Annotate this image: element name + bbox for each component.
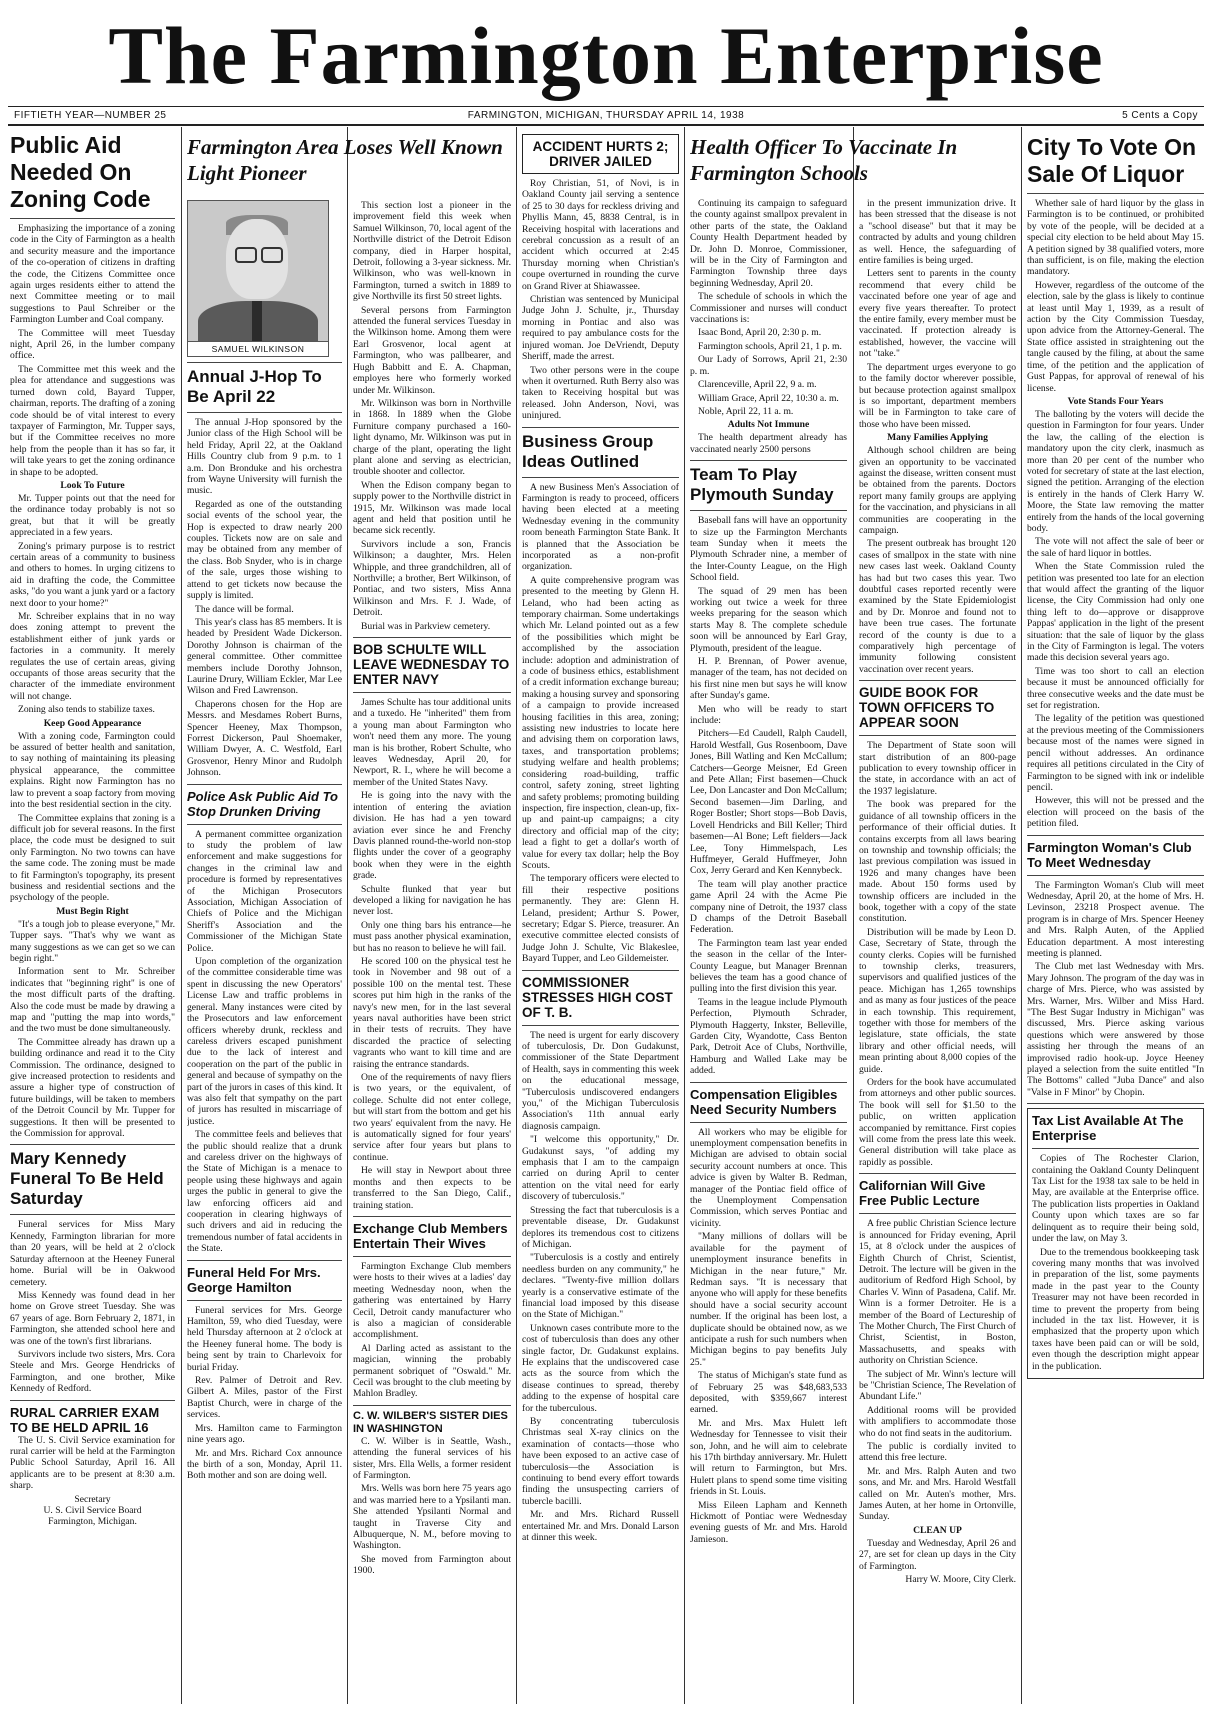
headline-plymouth: Team To Play Plymouth Sunday [690,465,834,505]
paragraph: Schulte flunked that year but developed a liking for navigation he has never lost. [353,883,511,918]
signature: Secretary [74,1493,111,1505]
paragraph: Stressing the fact that tuberculosis is a preventable disease, Dr. Gudakunst deplores its tremendous cost to citizens of Michigan. [522,1204,679,1250]
article-vaccinate-right [859,198,1016,675]
masthead-rule-bottom [8,124,1204,126]
headline-pioneer: Farmington Area Loses Well Known Light Pioneer [187,135,503,185]
article-police [187,789,342,1255]
paragraph: Unknown cases contribute more to the cost of tuberculosis than does any other single factor, Dr. Gudakunst explains. He explains that the undiscovered case acts as the source from which the disease continues to spread, thereby adding to the expense of hospital care for the tuberculous. [522,1322,679,1414]
paragraph: The Committee already has drawn up a building ordinance and read it to the City Commission. The ordinance, designed to give increased protection to residents and assure a higher type of construction of future buildings, will be taken to members of the Detroit Council by Mr. Tupper for suggestions. It then will be presented to the Commission for approval. [10,1036,175,1140]
paragraph: Chaperons chosen for the Hop are Messrs. and Mesdames Robert Burns, Spencer Heeney, Max Thompson, Forrest Dickerson, Paul Shoemaker, William Dwyer, A. C. Westfold, Earl Grosvenor, Henry Minor and Rudolph Johnson. [187,698,342,779]
headline-schulte: BOB SCHULTE WILL LEAVE WEDNESDAY TO ENTER NAVY [353,642,510,688]
article-hamilton [187,1265,342,1482]
paragraph: The Farmington Woman's Club will meet Wednesday, April 20, at the home of Mrs. H. Levinson, 23218 Prospect avenue. The program is in charge of Mrs. Spencer Heeney and Mrs. Ralph Auten, of the Applied Education department. A most interesting meeting is planned. [1027,879,1204,959]
signature: Harry W. Moore, City Clerk. [905,1574,1016,1586]
article-business-group [522,432,679,965]
subhead: Keep Good Appearance [43,717,142,729]
schedule-item: Farmington schools, April 21, 1 p. m. [698,340,842,352]
paragraph: Funeral services for Miss Mary Kennedy, Farmington librarian for more than 20 years, will be held at 2 o'clock Saturday afternoon at the Heeney Funeral home. Burial will be in Oakwood cemetery. [10,1219,175,1288]
paragraph: A free public Christian Science lecture is announced for Friday evening, April 15, at 8 o'clock under the auspices of Eighth Church of Christ, Scientist, Detroit. The lecture will be given in the auditorium of Redford High School, by Charles V. Winn of Pasadena, Calif. Mr. Winn is a former Detroiter. He is a member of the Board of Lectureship of The Mother Church, The First Church of Christ, Scientist, in Boston, Massachusetts, and speaks with authority on Christian Science. [859,1218,1016,1367]
paragraph: James Schulte has tour additional units and a tuxedo. He "inherited" them from a young man about Farmington who won't need them any more. The young man is his brother, Robert Schulte, who leaves Wednesday, April 20, for Newport, R. I., where he will become a member of the United States Navy. [353,697,511,788]
headline-liquor: City To Vote On Sale Of Liquor [1027,134,1197,187]
paragraph: "It's a tough job to please everyone," Mr. Tupper says. "That's why we want as many suggestions as we can get so we can begin right." [10,918,175,964]
column-3 [353,200,511,1704]
paragraph: All workers who may be eligible for unemployment compensation benefits in Michigan are advised to obtain social security account numbers at once. This advice is given by Walter B. Redman, manager of the Pontiac field office of the Unemployment Compensation Commission, which serves Pontiac and vicinity. [690,1126,847,1229]
paragraph: However, regardless of the outcome of the election, sale by the glass is likely to continue at least until May 1, 1939, as a result of action by the City Commission Tuesday, upon advice from the Attorney-General. The State office assisted in straightening out the tangle caused by the filing, at about the same time, of the petition and the application of Gust Pappas, for approval of renewal of his license. [1027,279,1204,394]
paragraph: Letters sent to parents in the county recommend that every child be vaccinated before one year of age and every five years thereafter. To protect the entire family, every member must be vaccinated. If protection already is established, however, the vaccine will not "take." [859,268,1016,360]
paragraph: Burial was in Parkview cemetery. [361,620,491,632]
article-jhop [187,367,342,779]
subhead: Vote Stands Four Years [1067,395,1164,407]
subhead: Must Begin Right [56,905,129,917]
paragraph: A new Business Men's Association of Farmington is ready to proceed, officers having been elected at a meeting Wednesday evening in the community room beneath Farmington State Bank. It is planned that the Association be incorporated as a non-profit organization. [522,481,679,573]
article-lecture [859,1178,1016,1585]
column-5 [690,198,847,1704]
article-accident [522,134,679,422]
schedule-item: Our Lady of Sorrows, April 21, 2:30 p. m. [690,354,847,377]
headline-tax-list: Tax List Available At The Enterprise [1032,1113,1184,1144]
paragraph: Funeral services for Mrs. George Hamilton, 59, who died Tuesday, were held Thursday afternoon at 2 o'clock at the Heeney funeral home. The body is being sent by train to Charlevoix for burial Friday. [187,1304,342,1373]
subhead: Adults Not Immune [727,419,810,431]
paragraph: He will stay in Newport about three months and then expects to be transferred to the San Diego, Calif., training station. [353,1165,511,1211]
article-schulte [353,642,511,1211]
paragraph: The status of Michigan's state fund as of February 25 was $48,683,533 deposited, with $359,667 interest earned. [690,1370,847,1416]
article-wilber [353,1410,511,1577]
pioneer-headline-block [187,134,509,194]
paragraph: The balloting by the voters will decide the question in Farmington for four years. Under the law, the calling of the election is mandatory upon the city clerk, inasmuch as more than 20 per cent of the number who voted for secretary of state at the last election, signed the petition. Arranging of the election is entirely in the hands of Clerk Harry W. Moore, the State law removing the matter entirely from the hands of the local governing body. [1027,408,1204,534]
headline-jhop: Annual J-Hop To Be April 22 [187,367,322,406]
subhead-cleanup: CLEAN UP [913,1524,962,1536]
paragraph: Mrs. Wells was born here 75 years ago and was married here to a Ypsilanti man. She attended Ypsilanti Normal and taught in Traverse City and Albuquerque, N. M., before moving to Washington. [353,1483,511,1552]
newspaper-masthead: The Farmington Enterprise [108,10,1104,101]
paragraph: Mr. and Mrs. Ralph Auten and two sons, and Mr. and Mrs. Harold Westfall called on Mr. Auten's mother, Mrs. James Auten, at her home in Ortonville, Sunday. [859,1465,1016,1523]
article-guide-book [859,685,1016,1168]
paragraph: Mr. and Mrs. Max Hulett left Wednesday for Tennessee to visit their son, John, and he will aim to celebrate his 17th birthday anniversary. Mr. Hulett will return to Farmington, but Mrs. Hulett plans to spend some time visiting friends in St. Louis. [690,1417,847,1498]
headline-police: Police Ask Public Aid To Stop Drunken Driving [187,788,338,819]
paragraph: Although school children are being given an opportunity to be vaccinated against the disease, written consent must be obtained from the parents. Doctors report many family groups are applying for the vaccination, and physicians in all communities are cooperating in the campaign. [859,445,1016,536]
paragraph: The present outbreak has brought 120 cases of smallpox in the state with nine new cases last week. Oakland County has had but two cases this year. Two doubtful cases reported recently were examined by the State Epidemiologist and by Dr. Monroe and found not to have been true cases. The fortunate record of the county is due to a comparatively high percentage of immunity following consistent vaccination over recent years. [859,538,1016,675]
paragraph: "Tuberculosis is a costly and entirely needless burden on any community," he declares. "Twenty-five million dollars yearly is a conservative estimate of the financial load imposed by this disease on the State of Michigan." [522,1252,679,1321]
price: 5 Cents a Copy [1122,110,1198,121]
paragraph: Regarded as one of the outstanding social events of the school year, the Hop is expected to draw nearly 200 couples. Tickets now are on sale and may be obtained from any member of the class. Bob Snyder, who is in charge of the sale, urges those wishing to attend to get tickets now because the supply is limited. [187,498,342,602]
paragraph: The Club met last Wednesday with Mrs. Mary Johnson. The program of the day was in charge of Mrs. Pierce, who was assisted by Mrs. Warner, Mrs. Wilber and Miss Hard. "The Best Sugar Industry in Michigan" was discussed, Mrs. Pierce asking various questions which were answered by those assisting her through the means of an improvised radio hook-up. Joyce Heeney played a selection from the suite entitled "In The Bottoms" called "Juba Dance" and also "Valse in F Minor" by Chopin. [1027,961,1204,1098]
paragraph: Teams in the league include Plymouth Perfection, Plymouth Schrader, Plymouth Haggerty, Inkster, Belleville, Garden City, Wyandotte, Cass Benton Park, Detroit Ace of Clubs, Northville, Hamburg and Walled Lake may be added. [690,996,847,1077]
headline-guide-book: GUIDE BOOK FOR TOWN OFFICERS TO APPEAR SOON [859,685,995,731]
headline-tb: COMMISSIONER STRESSES HIGH COST OF T. B. [522,974,673,1020]
paragraph: Additional rooms will be provided with amplifiers to accommodate those who do not find seats in the auditorium. [859,1404,1016,1439]
paragraph: The temporary officers were elected to fill their respective positions permanently. They are: Glenn H. Leland, president; Arthur S. Power, secretary; Edgar S. Pierce, treasurer. An executive committee elected consists of Judge John J. Schulte, Vic Blakeslee, Bayard Tupper, and Leo Gildemeister. [522,873,679,965]
schedule-item: Isaac Bond, April 20, 2:30 p. m. [698,327,822,339]
article-tax-list [1027,1108,1204,1379]
portrait-photo [187,200,329,342]
paragraph: He is going into the navy with the intention of entering the aviation division. He has had a yen toward aviation ever since he and Frenchy Davis planned round-the-world non-stop flights under the cover of a geography book when they were in the eighth grade. [353,790,511,882]
paragraph: The subject of Mr. Winn's lecture will be "Christian Science, The Revelation of Abundant Life." [859,1368,1016,1403]
paragraph: The public is cordially invited to attend this free lecture. [859,1441,1016,1464]
paragraph: However, this will not be pressed and the election will proceed on the basis of the petition filed. [1027,795,1204,830]
column-rule [516,127,517,1704]
paragraph: Miss Kennedy was found dead in her home on Grove street Tuesday. She was 67 years of age. Born February 2, 1871, in Farmington, she attended school here and was one of the town's first librarians. [10,1289,175,1347]
column-2 [187,200,342,1704]
column-rule [181,127,182,1704]
paragraph: The Department of State soon will start distribution of an 800-page publication to every township officer in the state, in accordance with an act of the 1937 legislature. [859,740,1016,797]
paragraph: When the State Commission ruled the petition was presented too late for an election that would affect the granting of the liquor license, the City Commission had only one thing left to do—approve or disapprove Pappas' application in the light of the present situation: that the sale of liquor by the glass in the City of Farmington is legal. The voters made this decision several years ago. [1027,561,1204,664]
headline-lecture: Californian Will Give Free Public Lecture [859,1178,986,1209]
article-compensation [690,1087,847,1546]
headline-accident: ACCIDENT HURTS 2; DRIVER JAILED [532,139,669,169]
article-vaccinate-left [690,198,847,455]
paragraph: A permanent committee organization to study the problem of law enforcement and make suggestions for changes in the criminal law and procedure is formed by representatives of the Michigan Prosecutors Association, Michigan Association of Chiefs of Police and the Michigan Sheriff's Association and the Commissioner of the Michigan State Police. [187,828,342,954]
paragraph: He scored 100 on the physical test he took in November and 98 out of a possible 100 on the mental test. These scores put him high in the ranks of the navy's new men, for in the last several years naval authorities have been strict in their tests of recruits. They have discarded the practice of selecting vagrants who want to kill time and are raising the entrance standards. [353,955,511,1070]
column-rule [684,127,685,1704]
paragraph: The need is urgent for early discovery of tuberculosis, Dr. Don Gudakunst, commissioner of the State Department of Health, says in commenting this week on the educational message, "Tuberculosis undiscovered endangers you," of the Michigan Tuberculosis Association's 11th annual early diagnosis campaign. [522,1029,679,1132]
paragraph: This year's class has 85 members. It is headed by President Wade Dickerson. Dorothy Johnson is chairman of the general committee. Other committee members include Dorothy Johnson, Laurine Drury, William Eckler, Mar Lee Wilson and Fred Lawrenson. [187,616,342,697]
article-pioneer-body [353,200,511,632]
paragraph: Zoning also tends to stabilize taxes. [18,704,155,716]
paragraph: The book was prepared for the guidance of all township officers in the performance of their official duties. It contains excerpts from all laws bearing on township and township officials; the last previous compilation was issued in 1926 and many changes have been made. About 150 forms used by township officers are included in the book, together with a copy of the state constitution. [859,799,1016,925]
paragraph: She moved from Farmington about 1900. [353,1553,511,1577]
article-womans-club [1027,840,1204,1099]
signature: U. S. Civil Service Board [43,1505,142,1516]
paragraph: With a zoning code, Farmington could be assured of better health and sanitation, to say nothing of maintaining its pleasing physical appearance, the committee explains. Right now Farmington has no law to prevent a soap factory from moving into the best residential section in the city. [10,730,175,811]
paragraph: Orders for the book have accumulated from attorneys and other public sources. The book will sell for $1.50 to the public, on written application accompanied by remittance. First copies will come from the press late this week. General distribution will take place as rapidly as possible. [859,1077,1016,1168]
article-carrier-exam [10,1405,175,1528]
paragraph: Upon completion of the organization of the committee considerable time was spent in discussing the new Operators' License Law and traffic problems in general. Many instances were cited by the Prosecutors and law enforcement officers whereby drunk, reckless and careless drivers escaped punishment due to the lack of interest and cooperation on the part of the public in general and because of sympathy on the part of the jurors in cases of this kind. It was also felt that sympathy on the part of jurors has resulted in miscarriage of justice. [187,956,342,1127]
paragraph: The schedule of schools in which the Commissioner and nurses will conduct vaccinations is: [690,291,847,326]
schedule-item: Noble, April 22, 11 a. m. [698,405,794,417]
paragraph: Continuing its campaign to safeguard the county against smallpox prevalent in other parts of the state, the Oakland County Health Department headed by Dr. John D. Monroe, Commissioner, will be in the City of Farmington and Farmington Township three days beginning Wednesday, April 20. [690,198,847,289]
paragraph: The Committee will meet Tuesday night, April 26, in the lumber company office. [10,327,175,362]
paragraph: Mr. and Mrs. Richard Russell entertained Mr. and Mrs. Donald Larson at dinner this week. [522,1509,679,1544]
headline-exchange-club: Exchange Club Members Entertain Their Wives [353,1220,508,1251]
paragraph: By concentrating tuberculosis Christmas seal X-ray clinics on the examination of contacts—those who have been exposed to an active case of tuberculosis—the Association is continuing to bend every effort towards finding the unsuspecting carriers of tubercle bacilli. [522,1416,679,1507]
paragraph: Tuesday and Wednesday, April 26 and 27, are set for clean up days in the City of Farmington. [859,1537,1016,1572]
headline-business-group: Business Group Ideas Outlined [522,431,654,471]
headline-hamilton: Funeral Held For Mrs. George Hamilton [187,1264,321,1295]
paragraph: The legality of the petition was questioned at the previous meeting of the Commissioners because most of the names were signed in pencil without addresses. An ordinance requires all petitions circulated in the City of Farmington to be signed with ink or indelible pencil. [1027,713,1204,793]
paragraph: Copies of The Rochester Clarion, containing the Oakland County Delinquent Tax List for the 1938 tax sale to be held in May, are available at the Enterprise office. The publication lists properties in Oakland County upon which taxes are so far delinquent as to require their being sold, under the law, on May 3. [1032,1153,1199,1245]
headline-accident-box [522,134,679,174]
paragraph: Zoning's primary purpose is to restrict certain areas of a community to business and others to homes. In urging citizens to aid in drafting the code, the Committee asks, "do you want a junk yard or a factory next door to your home?" [10,540,175,609]
paragraph: The health department already has vaccinated nearly 2500 persons [690,432,847,455]
paragraph: Two other persons were in the coupe when it overturned. Ruth Berry also was taken to Receiving hospital but was released. John Anderson, Novi, was uninjured. [522,364,679,422]
schedule-item: Clarenceville, April 22, 9 a. m. [698,379,817,391]
dateline: FARMINGTON, MICHIGAN, THURSDAY APRIL 14, 1938 [467,110,745,121]
paragraph: A quite comprehensive program was presented to the meeting by Glenn H. Leland, who had been acting as temporary chairman. Some undertakings which Mr. Leland pointed out as a few of the possibilities which might be accomplished by the association include: adoption and administration of a code of business ethics, establishment of a credit information exchange bureau; making a housing survey and sponsoring of a campaign to provide increased housing facilities in this area, zoning; assisting new industries to locate here and advising them on corporation laws, taxes, and transportation problems; studying welfare and health problems; considering road-building, traffic control, safety zoning, street lighting and safety problems; promoting building inspection, fire inspection, clean-up, fix-up and paint-up campaigns; a city directory and official map of the city; lead a fight to get a dollar's worth of value for every tax dollar; help the Boy Scouts. [522,574,679,871]
paragraph: "Many millions of dollars will be available for the payment of unemployment insurance benefits in Michigan in the near future," Mr. Redman says. "It is necessary that anyone who will apply for these benefits should have a social security account number. If the original has been lost, a duplicate should be obtained now, as we anticipate a rush for such numbers when Michigan begins to pay benefits July 25." [690,1231,847,1368]
paragraph: Distribution will be made by Leon D. Case, Secretary of State, through the county clerks. Copies will be furnished to township clerks, treasurers, supervisors and qualified justices of the peace. Michigan has 1,265 townships and as many as four justices of the peace in each township. This requirement, together with those for members of the legislature, state officials, the state library and other official needs, will mean printing about 8,000 copies of the guide. [859,926,1016,1075]
paragraph: Emphasizing the importance of a zoning code in the City of Farmington as a health and security measure and the importance of the co-operation of citizens in drafting the code, the Citizens Committee once again urges residents either to attend the next Committee meeting or to mail suggestions to Paul Schreiber or the Farmington Lumber and Coal company. [10,223,175,326]
paragraph: The team will play another practice game April 24 with the Acme Pie company nine of Detroit, the 1937 class D champs of the Detroit Baseball Federation. [690,878,847,936]
paragraph: The dance will be formal. [195,603,294,615]
column-rule [347,127,348,1704]
article-plymouth [690,465,847,1077]
paragraph: Farmington Exchange Club members were hosts to their wives at a ladies' day meeting Wednesday noon, when the gathering was entertained by Harry Cecil, Detroit candy manufacturer who is also a magician of considerable accomplishment. [353,1260,511,1341]
paragraph: Al Darling acted as assistant to the magician, winning the probably permanent sobriquet of "Oswald." Mr. Cecil was brought to the club meeting by Mahlon Bradley. [353,1342,511,1400]
headline-wilber: C. W. WILBER'S SISTER DIES IN WASHINGTON [353,1409,508,1435]
paragraph: in the present immunization drive. It has been stressed that the disease is not a "school disease" but that it may be contracted by adults and young children as well. Hence, the safeguarding of entire families is being urged. [859,198,1016,267]
column-4 [522,134,679,1704]
paragraph: Time was too short to call an election because it must be announced officially for three consecutive weeks and the date must be set for registration. [1027,665,1204,712]
headline-womans-club: Farmington Woman's Club To Meet Wednesday [1027,839,1192,870]
paragraph: Mr. Tupper points out that the need for the ordinance today probably is not so great, but that it will be greatly appreciated in a few years. [10,492,175,539]
column-6 [859,198,1016,1704]
paragraph: The committee feels and believes that the public should realize that a drunk and careless driver on the highways of the State of Michigan is a menace to people using these highways and again urges the public in general to give the law enforcing officers aid and cooperation in clearing highways of such drivers and aid in reducing the tremendous number of fatal accidents in the State. [187,1129,342,1255]
paragraph: The U. S. Civil Service examination for rural carrier will be held at the Farmington Public School Saturday, April 16. All applicants are to be present at 8:30 a.m. sharp. [10,1434,175,1492]
column-1 [10,132,175,1704]
headline-compensation: Compensation Eligibles Need Security Numbers [690,1086,838,1117]
paragraph: Mr. and Mrs. Richard Cox announce the birth of a son, Monday, April 11. Both mother and son are doing well. [187,1447,342,1482]
volume-number: FIFTIETH YEAR—NUMBER 25 [14,110,167,121]
headline-carrier-exam: RURAL CARRIER EXAM TO BE HELD APRIL 16 [10,1404,160,1435]
column-rule [853,127,854,1704]
subhead: Look To Future [60,479,125,491]
paragraph: Mr. Wilkinson was born in Northville in 1868. In 1889 when the Globe Furniture company purchased a 160-light dynamo, Mr. Wilkinson was put in charge of the plant, operating the light plant alone and serving as electrician, trouble shooter and collector. [353,397,511,478]
column-7 [1027,134,1204,1704]
article-tb [522,975,679,1544]
paragraph: This section lost a pioneer in the improvement field this week when Samuel Wilkinson, 70, local agent of the Northville district of the Detroit Edison company, died in Harper hospital, Detroit, following a 3-year sickness. Mr. Wilkinson, who was well-known in Farmington, turned a switch in 1889 to give Northville its first 50 street lights. [353,200,511,303]
paragraph: The annual J-Hop sponsored by the Junior class of the High School will be held Friday, April 22, at the Oakland Hills Country club from 9 p.m. to 1 a.m. Don Bronduke and his orchestra from Wayne University will furnish the music. [187,417,342,497]
headline-kennedy: Mary Kennedy Funeral To Be Held Saturday [10,1149,164,1209]
paragraph: The department urges everyone to go to the family doctor wherever possible, but because protection against smallpox is so important, department members will be in Farmington to take care of those who have been missed. [859,361,1016,430]
paragraph: Information sent to Mr. Schreiber indicates that "beginning right" is one of the most difficult parts of the drafting. Also the code must be made by drawing a map and "putting the map into words," and the two must be done simultaneously. [10,966,175,1035]
paragraph: The squad of 29 men has been working out twice a week for three weeks preparing for the season which starts May 8. The complete schedule soon will be announced by Earl Gray, Plymouth, president of the league. [690,585,847,654]
photo-caption: SAMUEL WILKINSON [187,342,329,357]
paragraph: Baseball fans will have an opportunity to size up the Farmington Merchants team Sunday when it meets the Plymouth Schrader nine, a member of the Inter-County League, on the High School field. [690,515,847,584]
paragraph: Rev. Palmer of Detroit and Rev. Gilbert A. Miles, pastor of the First Baptist Church, were in charge of the services. [187,1375,342,1421]
paragraph: The Committee explains that zoning is a difficult job for several reasons. In the first place, the code must be designed to suit only Farmington. No two towns can have the same code. The zoning must be made to fit Farmington's topography, its present business and residential sections and the psychology of the people. [10,812,175,904]
signature: Farmington, Michigan. [48,1516,137,1528]
subhead: Many Families Applying [887,432,988,444]
paragraph: Christian was sentenced by Municipal Judge John J. Schulte, jr., Thursday morning in Pontiac and also was required to pay ambulance costs for the injured woman. Joe DeVriendt, Deputy Sheriff, made the arrest. [522,294,679,363]
paragraph: Men who will be ready to start include: [690,703,847,727]
paragraph: Mr. Schreiber explains that in no way does zoning attempt to prevent the establishment either of junk yards or factories in a community. It merely regulates the use of certain areas, giving occupants of those areas security that the character of the immediate environment will not change. [10,611,175,702]
paragraph: "I welcome this opportunity," Dr. Gudakunst says, "of adding my emphasis that I am to the campaign carried on during April to center attention on the vital need for early discovery of tuberculosis." [522,1134,679,1203]
paragraph: The Committee met this week and the plea for attendance and suggestions was turned down cold, Bayard Tupper, chairman, reports. The drafting of a zoning code should be of vital interest to every taxpayer of Farmington, Mr. Tupper says, but if the Committee receives no more help from the people than it has so far, it will take years to get the zoning ordinance in shape to be adopted. [10,363,175,478]
paragraph: When the Edison company began to supply power to the Northville district in 1915, Mr. Wilkinson was made local agent and held that position until he became sick recently. [353,479,511,537]
paragraph: Only one thing bars his entrance—he must pass another physical examination, but has no reason to believe he will fail. [353,919,511,954]
article-zoning [10,132,175,1139]
paragraph: Several persons from Farmington attended the funeral services Tuesday in the Wilkinson home. Among them were Earl Grosvenor, local agent at Farmington, who was pallbearer, and Hugh Babbitt and E. A. Chapman, employes here who formerly worked under Mr. Wilkinson. [353,304,511,396]
paragraph: The Farmington team last year ended the season in the cellar of the Inter-County League, but Manager Brennan believes the team has a good chance of pulling into the first division this year. [690,937,847,995]
paragraph: Whether sale of hard liquor by the glass in Farmington is to be continued, or prohibited by vote of the people, will be decided at a special city election to be held about May 15. A petition signed by 38 qualified voters, more than sufficient, is on file, making the election mandatory. [1027,198,1204,278]
headline-vaccinate: Health Officer To Vaccinate In Farmington Schools [690,135,958,185]
article-exchange-club [353,1221,511,1400]
paragraph: Pitchers—Ed Caudell, Ralph Caudell, Harold Westfall, Gus Rosenboom, Dave Jones, Bill Watling and Ken McCallum; Catchers—George Meisner, Ed Green and Pete Allan; First basemen—Chuck Lee, Don Lancaster and Don McCallum; Second basemen—Jim Darling, and Roger Bostler; Short stops—Bob Davis, Lovell Hendricks and Bill Keller; Third basemen—Al Bone; Left fielders—Jack Lee, Tony Himmelspach, Les Huffmeyer, Gerald Huffmeyer, John Cox, Jerry Gerard and Ken Kennybeck. [690,728,847,877]
headline-zoning: Public Aid Needed On Zoning Code [10,132,151,212]
paragraph: One of the requirements of navy fliers is two years, or the equivalent, of college. Schulte did not enter college, but will start from the bottom and get his two years' equivalent from the navy. He is automatically signed for four years' service after four years but plans to continue. [353,1072,511,1163]
masthead-rule-top [8,106,1204,107]
paragraph: Mrs. Hamilton came to Farmington nine years ago. [187,1422,342,1446]
article-liquor [1027,134,1204,830]
paragraph: H. P. Brennan, of Power avenue, manager of the team, has not decided on his first nine men but says he will know after Sunday's game. [690,656,847,702]
vaccinate-headline-block [690,134,1016,194]
paragraph: Miss Eileen Lapham and Kenneth Hickmott of Pontiac were Wednesday evening guests of Mr. and Mrs. Harold Jamieson. [690,1499,847,1545]
paragraph: Survivors include two sisters, Mrs. Cora Steele and Mrs. George Hendricks of Farmington, and one brother, Mike Kennedy of Redford. [10,1348,175,1395]
paragraph: Survivors include a son, Francis Wilkinson; a daughter, Mrs. Helen Whipple, and three grandchildren, all of Northville; a brother, Bert Wilkinson, of Pontiac, and two sisters, Miss Anna Wilkinson and Mrs. F. J. Wade, of Detroit. [353,538,511,619]
column-rule [1021,127,1022,1704]
paragraph: Roy Christian, 51, of Novi, is in Oakland County jail serving a sentence of 25 to 30 days for reckless driving and Phyllis Mann, 45, 8838 Central, is in Receiving hospital with lacerations and cerebral concussion as a result of an accident which occurred at 2:45 Thursday morning when Christian's coupe overturned in rounding the curve on Grand River at Shiawassee. [522,178,679,292]
paragraph: Due to the tremendous bookkeeping task covering many months that was involved in preparation of the list, some payments made in the past year to the County Treasurer may not have been recorded in time to prevent the property from being included in the tax list. However, it is emphasized that the property upon which taxes have been paid can or will be sold, even though the description might appear in the publication. [1032,1246,1199,1372]
article-kennedy [10,1149,175,1394]
paragraph: C. W. Wilber is in Seattle, Wash., attending the funeral services of his sister, Mrs. Ella Wells, a former resident of Farmington. [353,1435,511,1481]
schedule-item: William Grace, April 22, 10:30 a. m. [698,392,839,404]
paragraph: The vote will not affect the sale of beer or the sale of hard liquor in bottles. [1027,536,1204,559]
